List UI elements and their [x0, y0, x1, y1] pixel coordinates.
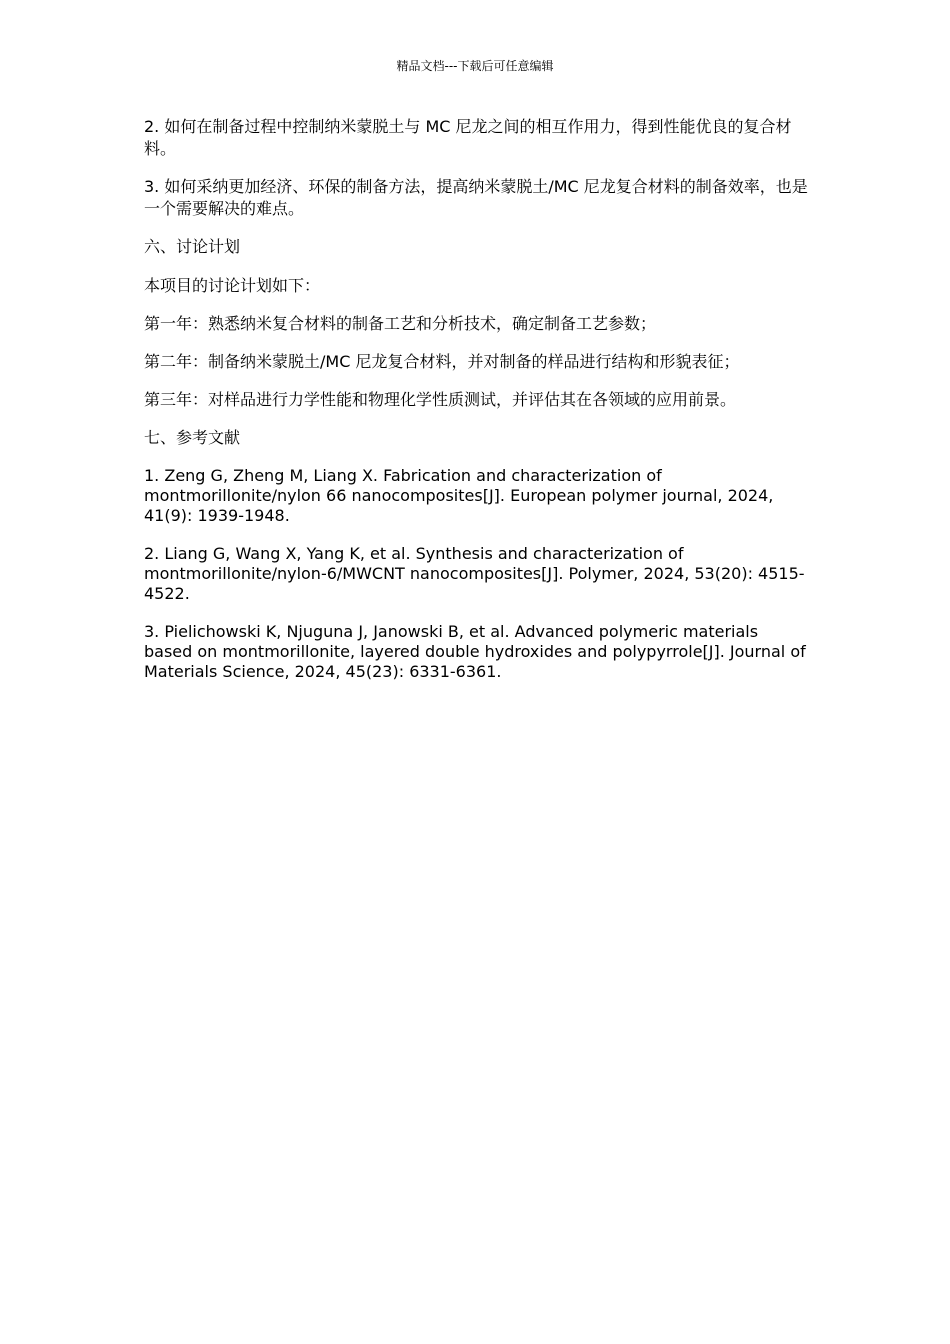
reference-item-3: 3. Pielichowski K, Njuguna J, Janowski B, et al. Advanced polymeric materials based on montmorillonite, layered double hydroxides and polypyrrole[J]. Journal of Materials Science, 2024, 45(23): 6331-6361.: [144, 622, 806, 681]
difficulty-item-3: 3. 如何采纳更加经济、环保的制备方法，提高纳米蒙脱土/MC 尼龙复合材料的制备效率，也是一个需要解决的难点。: [144, 177, 808, 218]
reference-item-1: 1. Zeng G, Zheng M, Liang X. Fabrication and characterization of montmorillonite/nylon 66 nanocomposites[J]. European polymer journal, 2024, 41(9): 1939-1948.: [144, 466, 774, 525]
section-heading-references: 七、参考文献: [144, 428, 241, 447]
page-header: 精品文档---下载后可任意编辑: [396, 59, 554, 73]
difficulty-item-2: 2. 如何在制备过程中控制纳米蒙脱土与 MC 尼龙之间的相互作用力，得到性能优良的复合材料。: [144, 117, 792, 158]
document-body: [144, 116, 809, 700]
section-heading-plan: 六、讨论计划: [144, 237, 241, 256]
reference-item-2: 2. Liang G, Wang X, Yang K, et al. Synthesis and characterization of montmorillonite/nylon-6/MWCNT nanocomposites[J]. Polymer, 2024, 53(20): 4515-4522.: [144, 544, 805, 603]
plan-year-2: 第二年：制备纳米蒙脱土/MC 尼龙复合材料，并对制备的样品进行结构和形貌表征；: [144, 352, 740, 371]
plan-year-1: 第一年：熟悉纳米复合材料的制备工艺和分析技术，确定制备工艺参数；: [144, 314, 657, 333]
plan-year-3: 第三年：对样品进行力学性能和物理化学性质测试，并评估其在各领域的应用前景。: [144, 390, 737, 409]
plan-intro: 本项目的讨论计划如下：: [144, 276, 321, 295]
